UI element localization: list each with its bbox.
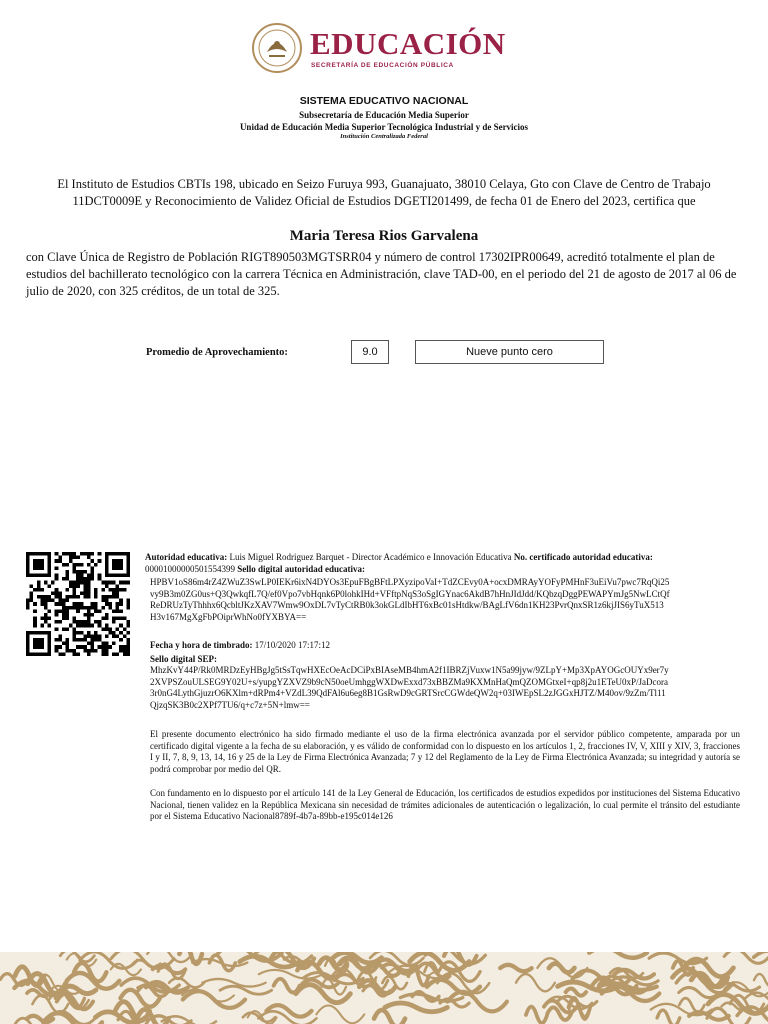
- qr-code-icon: [26, 552, 130, 656]
- decorative-pattern-band: [0, 952, 768, 1024]
- average-words: Nueve punto cero: [415, 340, 604, 364]
- cert-value: 00001000000501554399: [145, 563, 238, 574]
- seal-emblem-icon: [251, 22, 303, 74]
- authority-label: Autoridad educativa:: [145, 552, 228, 562]
- header-subsecretaria: Subsecretaría de Educación Media Superior: [299, 110, 469, 120]
- authority-value: Luis Miguel Rodriguez Barquet - Director Académico e Innovación Educativa: [227, 552, 514, 562]
- header-institution-type: Institución Centralizada Federal: [340, 133, 428, 140]
- sello-sep-label: Sello digital SEP:: [150, 654, 218, 664]
- cert-label: No. certificado autoridad educativa:: [513, 552, 653, 562]
- timestamp-value: 17/10/2020 17:17:12: [252, 640, 331, 650]
- authority-line: [145, 552, 665, 575]
- student-name: Maria Teresa Rios Garvalena: [289, 228, 479, 244]
- legal-paragraph-2: Con fundamento en lo dispuesto por el artículo 141 de la Ley General de Educación, los certificados de estudios expedidos por instituciones del Sistema Educativo Nacional, tienen validez en la República Mexicana sin necesidad de trámites adicionales de autenticación o legalización, lo cual permite el tránsito del estudiante por el Sistema Educativo Nacional8789f-4b7a-89bb-e195c014e126: [150, 788, 740, 821]
- average-value: 9.0: [351, 340, 389, 364]
- certificate-intro: El Instituto de Estudios CBTIs 198, ubicado en Seizo Furuya 993, Guanajuato, 38010 Celaya, Gto con Clave de Centro de Trabajo 11DCT0009E y Reconocimiento de Validez Oficial de Estudios DGETI201499, de fecha 01 de Enero del 2023, certifica que: [57, 177, 711, 208]
- timestamp-line: [150, 640, 670, 652]
- sello-sep-value: MhzKvY44P/Rk0MRDzEyHBgJg5tSsTqwHXEcOeAcDCiPxBIAseMB4hmA2f1IBRZjVuxw1N5a99jyw/9ZLpY+Mp3XpAYOGcOUYx9er7y2XVPSZouULSEG9Y02U+s/yupgYZXVZ9b9cN50oeUmhggWXDwExxd73xBBZMa9KXMnHaQmQZOMGtxeI+qp8j2u1ETeU0xP/JaDcora3r0nG4LythGjuzrO6KXlm+dRPm4+VZdL39QdFAl6u6eg8B1GsRwD9cGRTSrcCGWdeQW2q+03IWEpSL2zJGGxHJTZ/M40ov/9zZm/Tl11QjzqSK3B0c2XPf7TU6/q+c7z+5N+lmw==: [150, 665, 669, 710]
- average-label: Promedio de Aprovechamiento:: [146, 347, 288, 358]
- header-system: SISTEMA EDUCATIVO NACIONAL: [299, 95, 469, 107]
- logo-subtitle: SECRETARÍA DE EDUCACIÓN PÚBLICA: [311, 62, 454, 69]
- logo-wordmark: EDUCACIÓN: [310, 26, 506, 61]
- timestamp-label: Fecha y hora de timbrado:: [150, 640, 253, 650]
- sello-label: Sello digital autoridad educativa:: [237, 563, 366, 574]
- legal-paragraph-1: El presente documento electrónico ha sido firmado mediante el uso de la firma electrónica avanzada por el servidor público competente, amparada por un certificado digital vigente a la fecha de su elaboración, y es válido de conformidad con lo dispuesto en los artículos 1, 2, fracciones IV, V, XIII y XIV, 3, fracciones I y II, 7, 8, 9, 13, 14, 16 y 25 de la Ley de Firma Electrónica Avanzada; 7 y 12 del Reglamento de la Ley de Firma Electrónica Avanzada; su integridad y autoría se podrá comprobar por medio del QR.: [150, 729, 740, 774]
- certificate-body: con Clave Única de Registro de Población RIGT890503MGTSRR04 y número de control 17302IPR00649, acreditó totalmente el plan de estudios del bachillerato tecnológico con la carrera Técnica en Administración, clave TAD-00, en el periodo del 21 de agosto de 2017 al 06 de julio de 2020, con 325 créditos, de un total de 325.: [26, 250, 737, 298]
- header-unit: Unidad de Educación Media Superior Tecnológica Industrial y de Servicios: [239, 122, 529, 132]
- sello-digital-value: HPBV1oS86m4rZ4ZWuZ3SwLP0IEKr6ixN4DYOs3EpuFBgBFtLPXyzipoVaI+TdZCEvy0A+ocxDMRAyYOFyPMHnF3uEiVu7pwc7RqQi25vy9B3m0ZG0us+Q3QwkqfL7Q/ef0Vpo7vbHqnk6P0lohkIHd+VFftpNqS3oSgIGYnac6AkdB7hHnJIdJdd/KQbzqDggPEWAPYmJg5NwLCtQfReDRUzTyThhhx6QcbltJKzXAV7Wmw9OxDL7vTyCtRB0k3okGLdIbHT6xBc01sHtdkw/BAgLfV6dn1KH23PvrQnxSR1z6kjJIS6yTuX513H3v167MgXgFbPOiprWhNo0fYXBYA==: [150, 577, 670, 622]
